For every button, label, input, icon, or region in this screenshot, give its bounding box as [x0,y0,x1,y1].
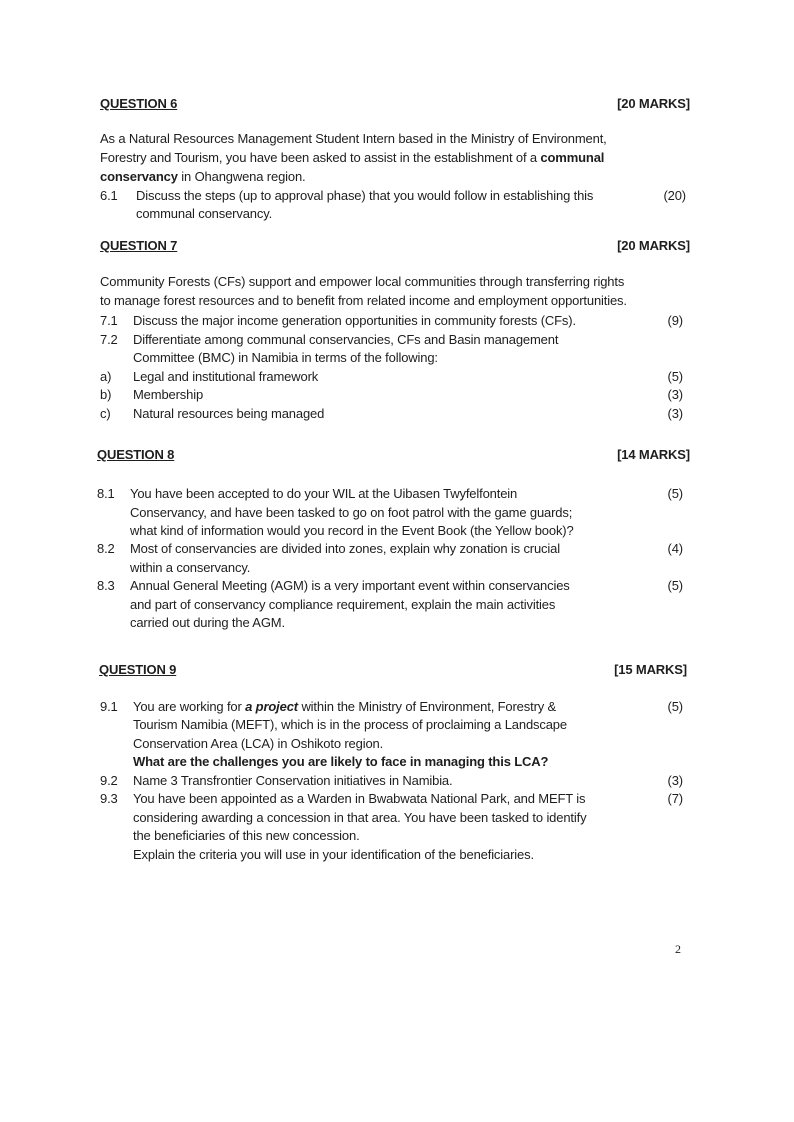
text: within the Ministry of Environment, Forestry & [297,699,557,714]
item-number: a) [100,369,112,384]
q6-intro-line [100,168,306,186]
item-number: 7.2 [100,332,118,347]
text: You are working for [133,699,246,714]
item-text: and part of conservancy compliance requirement, explain the main activities [130,597,556,612]
item-marks: (3) [667,387,683,402]
item-number: c) [100,406,111,421]
item-text: considering awarding a concession in that area. You have been tasked to identify [133,810,587,825]
item-number: 6.1 [100,188,118,203]
item-text: communal conservancy. [136,206,273,221]
item-marks: (20) [663,188,686,203]
item-text: within a conservancy. [130,560,251,575]
item-number: 8.2 [97,541,115,556]
question-9-marks: [15 MARKS] [614,662,687,677]
question-7-marks: [20 MARKS] [617,238,690,253]
item-text: Membership [133,387,204,402]
item-text [133,698,556,716]
item-text: Tourism Namibia (MEFT), which is in the process of proclaiming a Landscape [133,717,567,732]
item-text: Discuss the major income generation opportunities in community forests (CFs). [133,313,576,328]
item-text: Explain the criteria you will use in your identification of the beneficiaries. [133,847,534,862]
item-text: Differentiate among communal conservancies, CFs and Basin management [133,332,559,347]
item-number: b) [100,387,112,402]
item-number: 8.3 [97,578,115,593]
item-marks: (4) [667,541,683,556]
item-text: Discuss the steps (up to approval phase) that you would follow in establishing this [136,188,594,203]
item-text: Name 3 Transfrontier Conservation initiatives in Namibia. [133,773,453,788]
item-marks: (5) [667,578,683,593]
bold-text: conservancy [100,169,178,184]
text: Forestry and Tourism, you have been asked to assist in the establishment of a [100,150,541,165]
question-6-marks: [20 MARKS] [617,96,690,111]
item-text: Natural resources being managed [133,406,325,421]
item-marks: (3) [667,773,683,788]
item-text: Conservation Area (LCA) in Oshikoto region. [133,736,384,751]
item-number: 7.1 [100,313,118,328]
item-text: carried out during the AGM. [130,615,285,630]
item-text: what kind of information would you record in the Event Book (the Yellow book)? [130,523,574,538]
item-marks: (5) [667,699,683,714]
item-text: Most of conservancies are divided into zones, explain why zonation is crucial [130,541,560,556]
question-8-marks: [14 MARKS] [617,447,690,462]
q7-intro-line: Community Forests (CFs) support and empower local communities through transferring rights [100,274,625,289]
bold-text: communal [540,150,605,165]
q6-intro-line [100,149,604,167]
q6-intro-line: As a Natural Resources Management Student Intern based in the Ministry of Environment, [100,131,607,146]
item-text: Annual General Meeting (AGM) is a very important event within conservancies [130,578,570,593]
question-9-heading: QUESTION 9 [99,662,177,677]
item-text: Legal and institutional framework [133,369,319,384]
item-text: Committee (BMC) in Namibia in terms of the following: [133,350,438,365]
item-marks: (9) [667,313,683,328]
item-question-bold: What are the challenges you are likely to face in managing this LCA? [133,754,549,769]
bold-italic-text: a project [245,699,298,714]
item-marks: (5) [667,369,683,384]
question-7-heading: QUESTION 7 [100,238,178,253]
item-number: 8.1 [97,486,115,501]
item-marks: (7) [667,791,683,806]
item-number: 9.3 [100,791,118,806]
item-number: 9.1 [100,699,118,714]
item-marks: (3) [667,406,683,421]
text: in Ohangwena region. [177,169,306,184]
page-number: 2 [675,942,681,956]
item-number: 9.2 [100,773,118,788]
question-6-heading: QUESTION 6 [100,96,178,111]
q7-intro-line: to manage forest resources and to benefit from related income and employment opportunities. [100,293,627,308]
item-marks: (5) [667,486,683,501]
item-text: Conservancy, and have been tasked to go on foot patrol with the game guards; [130,505,573,520]
question-8-heading: QUESTION 8 [97,447,175,462]
item-text: You have been accepted to do your WIL at the Uibasen Twyfelfontein [130,486,518,501]
item-text: You have been appointed as a Warden in Bwabwata National Park, and MEFT is [133,791,586,806]
item-text: the beneficiaries of this new concession. [133,828,360,843]
